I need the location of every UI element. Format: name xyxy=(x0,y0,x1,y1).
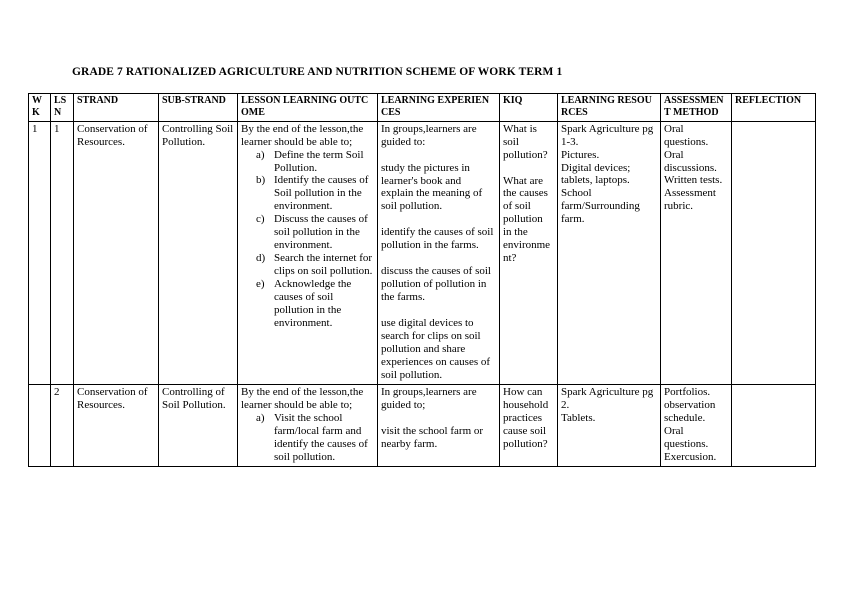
cell-sub-strand: Controlling Soil Pollution. xyxy=(159,121,238,385)
assessment-line: Portfolios. xyxy=(664,386,711,399)
cell-strand: Conservation of Resources. xyxy=(74,121,159,385)
experience-paragraph: use digital devices to search for clips on soil pollution and share experiences on causes of soil pollution. xyxy=(381,317,491,382)
assessment-line: Oral questions. xyxy=(664,425,709,450)
assessment-line: observation schedule. xyxy=(664,399,716,425)
outcome-item-text: Discuss the causes of soil pollution in the environment. xyxy=(274,213,368,252)
resource-line: Spark Agriculture pg 2. xyxy=(561,386,654,412)
cell-lesson-outcome xyxy=(238,385,378,467)
outcome-item-text: Identify the causes of Soil pollution in the environment. xyxy=(274,174,369,213)
col-header-kiq: KIQ xyxy=(500,94,558,122)
resource-line: Spark Agriculture pg 1-3. xyxy=(561,122,654,148)
outcome-item xyxy=(241,252,374,278)
kiq-question: What are the causes of soil pollution in the environment? xyxy=(503,174,551,265)
outcome-item-text: Search the internet for clips on soil pollution. xyxy=(274,252,373,278)
cell-learning-resources xyxy=(558,121,661,385)
cell-learning-experiences xyxy=(378,121,500,385)
cell-week: 1 xyxy=(29,121,51,385)
outcome-item-label: e) xyxy=(256,278,265,291)
experience-paragraph: study the pictures in learner's book and explain the meaning of soil pollution. xyxy=(381,161,483,213)
col-header-strand: STRAND xyxy=(74,94,159,122)
cell-learning-experiences xyxy=(378,385,500,467)
cell-assessment-method xyxy=(661,121,732,385)
experience-paragraph: In groups,learners are guided to: xyxy=(381,122,477,148)
outcome-intro: By the end of the lesson,the learner should be able to; xyxy=(241,386,364,412)
kiq-question: How can household practices cause soil pollution? xyxy=(503,386,549,450)
table-row xyxy=(29,121,816,385)
cell-lesson-outcome xyxy=(238,121,378,385)
outcome-item-text: Define the term Soil Pollution. xyxy=(274,148,364,174)
experience-paragraph: identify the causes of soil pollution in the farms. xyxy=(381,226,494,252)
cell-assessment-method xyxy=(661,385,732,467)
assessment-line: Oral questions. xyxy=(664,122,709,148)
col-header-sub-strand: SUB-STRAND xyxy=(159,94,238,122)
resource-line: Tablets. xyxy=(561,412,596,425)
resource-line: Digital devices; tablets, laptops. xyxy=(561,161,631,187)
experience-paragraph: discuss the causes of soil pollution of pollution in the farms. xyxy=(381,265,491,304)
col-header-experiences: LEARNING EXPERIENCES xyxy=(378,94,500,122)
cell-reflection xyxy=(732,121,816,385)
outcome-intro: By the end of the lesson,the learner should be able to; xyxy=(241,122,364,148)
cell-kiq xyxy=(500,121,558,385)
outcome-item xyxy=(241,412,374,464)
cell-sub-strand: Controlling of Soil Pollution. xyxy=(159,385,238,467)
outcome-item xyxy=(241,278,374,330)
assessment-line: Written tests. xyxy=(664,174,723,187)
cell-lesson: 1 xyxy=(51,121,74,385)
col-header-lesson: LSN xyxy=(51,94,74,122)
col-header-week: WK xyxy=(29,94,51,122)
col-header-outcome: LESSON LEARNING OUTCOME xyxy=(238,94,378,122)
kiq-question: What is soil pollution? xyxy=(503,122,548,161)
assessment-line: Assessment rubric. xyxy=(664,187,716,213)
experience-paragraph: visit the school farm or nearby farm. xyxy=(381,425,484,450)
col-header-resources: LEARNING RESOURCES xyxy=(558,94,661,122)
cell-learning-resources xyxy=(558,385,661,467)
cell-reflection xyxy=(732,385,816,467)
outcome-item-text: Acknowledge the causes of soil pollution in the environment. xyxy=(274,278,352,330)
outcome-list xyxy=(241,149,374,331)
cell-strand: Conservation of Resources. xyxy=(74,385,159,467)
outcome-item-label: a) xyxy=(256,412,265,425)
cell-week xyxy=(29,385,51,467)
experience-paragraph: In groups,learners are guided to; xyxy=(381,386,477,412)
outcome-list xyxy=(241,412,374,464)
outcome-item xyxy=(241,174,374,213)
assessment-line: Exercusion. xyxy=(664,450,717,463)
table-row xyxy=(29,385,816,467)
cell-kiq xyxy=(500,385,558,467)
assessment-line: Oral discussions. xyxy=(664,148,717,174)
document-title: GRADE 7 RATIONALIZED AGRICULTURE AND NUTRITION SCHEME OF WORK TERM 1 xyxy=(72,66,563,78)
header-row xyxy=(29,94,816,122)
outcome-item xyxy=(241,149,374,175)
resource-line: Pictures. xyxy=(561,148,600,161)
outcome-item-label: b) xyxy=(256,174,266,187)
resource-line: School farm/Surrounding farm. xyxy=(561,187,640,226)
cell-lesson: 2 xyxy=(51,385,74,467)
scheme-of-work-table xyxy=(28,93,816,467)
outcome-item-text: Visit the school farm/local farm and identify the causes of soil pollution. xyxy=(274,412,368,463)
outcome-item-label: d) xyxy=(256,252,266,265)
outcome-item xyxy=(241,213,374,252)
outcome-item-label: a) xyxy=(256,148,265,161)
col-header-assessment: ASSESSMENT METHOD xyxy=(661,94,732,122)
outcome-item-label: c) xyxy=(256,213,265,226)
col-header-reflection: REFLECTION xyxy=(732,94,816,122)
